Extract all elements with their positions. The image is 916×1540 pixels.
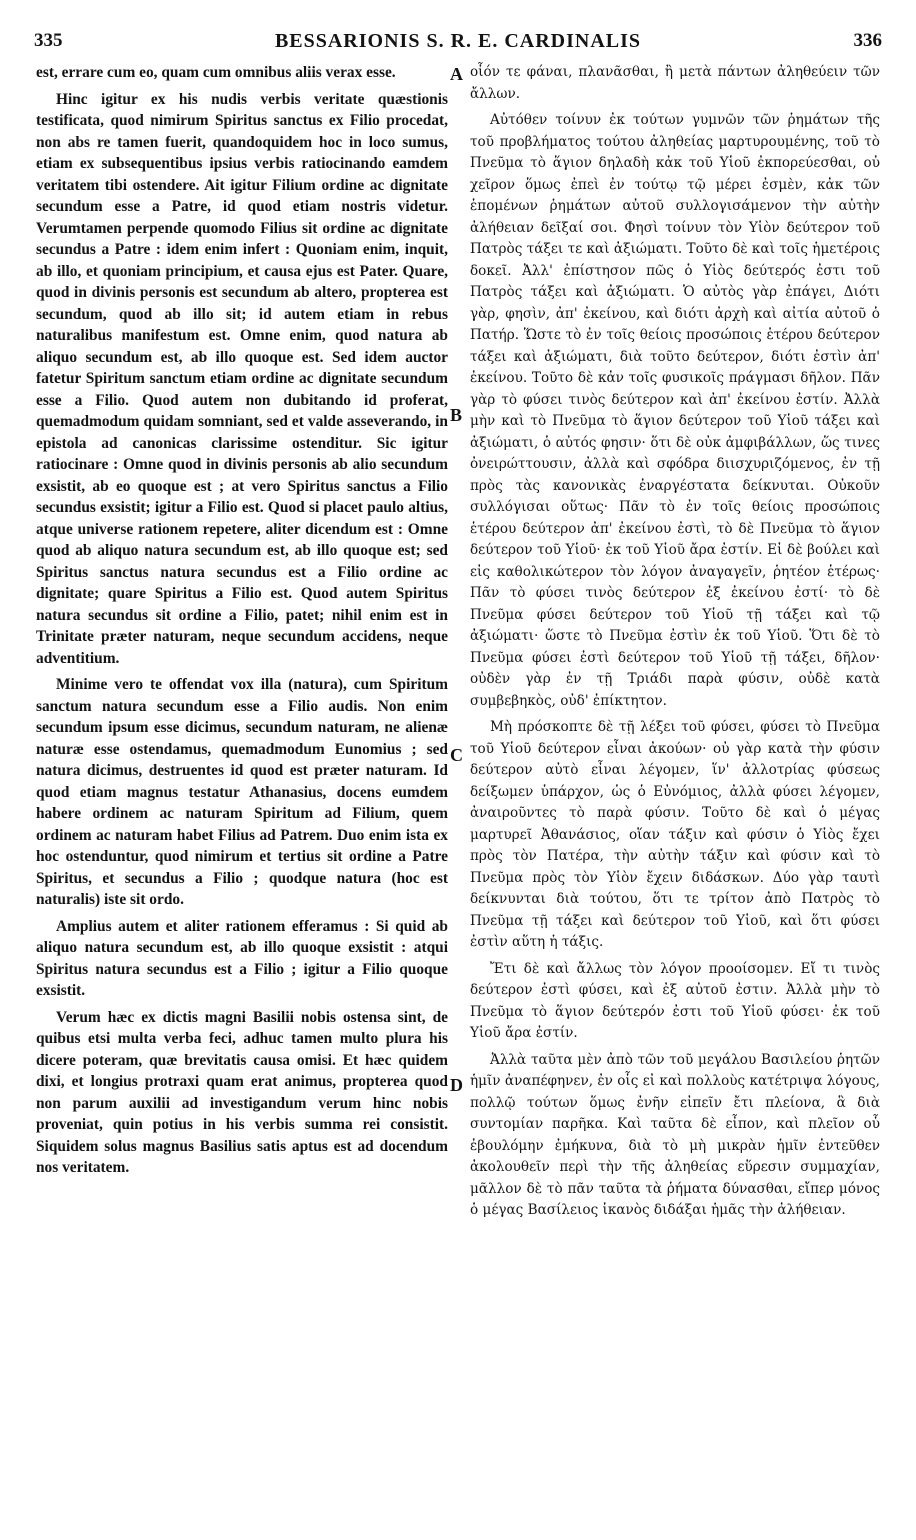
section-marker-c: C	[450, 745, 463, 765]
greek-paragraph-5: Ἀλλὰ ταῦτα μὲν ἀπὸ τῶν τοῦ μεγάλου Βασιλείου ῥητῶν ἡμῖν ἀναπέφηνεν, ἐν οἷς εἰ καὶ πολλοὺς κατέτριψα λόγους, πολλῷ τούτων ὅμως ἐνῆν εἰπεῖν ἔτι πλείονα, ἃ διὰ συντομίαν παρῆκα. Καὶ ταῦτα δὲ εἶπον, καὶ πλεῖον οὗ ἐβουλόμην ἐμήκυνα, διὰ τὸ μὴ μικρὰν ἡμῖν ἐντεῦθεν ἀκολουθεῖν περὶ τὴν τῆς ἀληθείας εὕρεσιν συμμαχίαν, μᾶλλον δὲ τὸ πᾶν ταῦτα τὰ ῥήματα δύνασθαι, εἴπερ μόνος ὁ μέγας Βασίλειος ἱκανὸς διδάξαι ἡμᾶς τὴν ἀλήθειαν.	[470, 1051, 880, 1218]
right-page-number: 336	[853, 30, 882, 51]
section-marker-d: D	[450, 1075, 463, 1095]
greek-paragraph-4: Ἔτι δὲ καὶ ἄλλως τὸν λόγον προοίσομεν. Εἴ τι τινὸς δεύτερον ἐστὶ φύσει, καὶ ἐξ αὐτοῦ ἐστιν. Ἀλλὰ μὴν τὸ Πνεῦμα τὸ ἅγιον δεύτερόν ἐστι τοῦ Υἱοῦ φύσει· ἐκ τοῦ Υἱοῦ ἄρα ἐστίν.	[470, 960, 880, 1041]
section-marker-a: A	[450, 64, 463, 84]
running-title: BESSARIONIS S. R. E. CARDINALIS	[274, 30, 642, 52]
greek-paragraph-2: Αὐτόθεν τοίνυν ἐκ τούτων γυμνῶν τῶν ῥημάτων τῆς τοῦ προβλήματος τούτου ἀληθείας μαρτυρουμένης, τοῦ τὸ Πνεῦμα τὸ ἅγιον δηλαδὴ κἀκ τοῦ Υἱοῦ ἐκπορεύεσθαι, οὐ χεῖρον ὅμως ἐπεὶ ἐν τούτῳ τῷ μέρει ἐσμὲν, κἀκ τῶν ἑπομένων ῥημάτων αὐτοῦ συλλογισάμενον τὴν αὐτὴν ἀλήθειαν δεῖξαί σοι. Φησὶ τοίνυν τὸν Υἱὸν δεύτερον τοῦ Πατρὸς τάξει τε καὶ ἀξιώματι. Τοῦτο δὲ καὶ τοῖς ἡμετέροις δοκεῖ. Ἀλλ' ἐπίστησον πῶς ὁ Υἱὸς δεύτερός ἐστι τοῦ Πατρὸς τάξει καὶ ἀξιώματι. Ὁ αὐτὸς γὰρ ἐπάγει, Διότι γὰρ, φησὶν, ἀπ' ἐκείνου, καὶ διότι ἀρχὴ καὶ αἰτία αὐτοῦ ὁ Πατήρ. Ὥστε τὸ ἐν τοῖς θείοις προσώποις ἑτέρου δεύτερον τάξει καὶ ἀξιώματι, διὰ τοῦτο δεύτερον, διότι ἐστὶν ἀπ' ἐκείνου. Τοῦτο δὲ κἀν τοῖς φυσικοῖς πράγμασι δῆλον. Πᾶν γὰρ τὸ φύσει τινὸς δεύτερον καὶ ἀπ' ἐκείνου ἐστίν. Ἀλλὰ μὴν καὶ τὸ Πνεῦμα τὸ ἅγιον δεύτερον τοῦ Υἱοῦ τάξει καὶ ἀξιώματι, ὁ αὐτός φησιν· ὅτι δὲ οὐκ ἀμφιβάλλων, ὥς τινες ὀνειρώττουσιν, ἀλλὰ καὶ σφόδρα διισχυριζόμενος, ἐν τῇ πρὸς τὰς κανονικὰς ἐναργέστατα δείκνυται. Οὐκοῦν συλλόγισαι οὕτως· Πᾶν τὸ ἐν τοῖς θείοις προσώποις ἑτέρου δεύτερον ἀπ' ἐκείνου ἐστὶ, τὸ δὲ Πνεῦμα τὸ ἅγιον δεύτερον τοῦ Υἱοῦ· ἐκ τοῦ Υἱοῦ ἄρα ἐστίν. Εἰ δὲ βούλει καὶ εἰς καθολικώτερον τὸν λόγον ἀναγαγεῖν, ῥητέον ἑτέρως· Πᾶν τὸ φύσει τινὸς δεύτερον ἐξ ἐκείνου ἐστί· τὸ δὲ Πνεῦμα φύσει δεύτερον τοῦ Υἱοῦ τῇ τάξει καὶ τῷ ἀξιώματι· ὥστε τὸ Πνεῦμα ἐστὶν ἐκ τοῦ Υἱοῦ. Ὅτι δὲ τὸ Πνεῦμα φύσει ἐστὶ δεύτερον τοῦ Υἱοῦ τῇ τάξει, δῆλον· οὐδὲν γὰρ ἐν τῇ Τριάδι παρὰ φύσιν, οὐδὲ κατὰ συμβεβηκὸς, οὐδ' ἐπίκτητον.	[470, 112, 880, 709]
greek-paragraph-1: οἷόν τε φάναι, πλανᾶσθαι, ἢ μετὰ πάντων ἀληθεύειν τῶν ἄλλων.	[470, 64, 880, 102]
latin-paragraph-3: Minime vero te offendat vox illa (natura), cum Spiritum sanctum natura secundum esse a Filio audis. Non enim secundum ipsum esse dicimus, secundum naturam, ne alienæ naturæ esse ostendamus, quemadmodum Eunomius ; sed natura dicimus, destruentes id quod est præter naturam. Id quod etiam magnus testatur Athanasius, docens eumdem habere ordinem ac naturam Spiritum ad Filium, quem ordinem ac naturam habet Filius ad Patrem. Duo enim ista ex hoc ostenduntur, quod nimirum et tertius sit ordine a Patre Spiritus, et secundus a Filio ; quodque natura (hoc est naturalis) iste sit ordo.	[36, 676, 448, 908]
greek-paragraph-3: Μὴ πρόσκοπτε δὲ τῇ λέξει τοῦ φύσει, φύσει τὸ Πνεῦμα τοῦ Υἱοῦ δεύτερον εἶναι ἀκούων· οὐ γὰρ κατὰ τὴν φύσιν δεύτερον αὐτὸ εἶναι λέγομεν, ἵν' ἀλλοτρίας φύσεως δείξωμεν ὑπάρχον, ὡς ὁ Εὐνόμιος, ἀλλὰ φύσει λέγομεν, ἀναιροῦντες τὸ παρὰ φύσιν. Τοῦτο δὲ καὶ ὁ μέγας μαρτυρεῖ Ἀθανάσιος, οἵαν τάξιν καὶ φύσιν ὁ Υἱὸς ἔχει πρὸς τὸν Πατέρα, τὴν αὐτὴν τάξιν καὶ φύσιν καὶ τὸ Πνεῦμα πρὸς τὸν Υἱὸν ἔχειν διδάσκων. Δύο γὰρ ταυτὶ δείκνυνται διὰ τούτου, ὅτι τε τρίτον ἀπὸ Πατρὸς τὸ Πνεῦμα τῇ τάξει καὶ δεύτερον τοῦ Υἱοῦ, καὶ ὅτι φύσει ἐστὶν αὕτη ἡ τάξις.	[470, 719, 880, 950]
section-marker-b: B	[450, 405, 463, 425]
latin-paragraph-4: Amplius autem et aliter rationem efferamus : Si quid ab aliquo natura secundum est, ab illo quoque exsistit : atqui Spiritus natura secundus est a Filio ; igitur a Filio quoque exsistit.	[36, 917, 448, 999]
latin-paragraph-2: Hinc igitur ex his nudis verbis veritate quæstionis testificata, quod nimirum Spiritus sanctus ex Filio procedat, non abs re tamen fuerit, quandoquidem hoc in loco sumus, etiam ex subsequentibus ipsius verbis ratiocinando eamdem veritatem tibi ostendere. Ait igitur Filium ordine ac dignitate secundum esse a Patre, id quod etiam nostris videtur. Verumtamen perpende quomodo Filius sit ordine ac dignitate secundus a Patre : idem enim infert : Quoniam enim, inquit, ab illo, et quoniam principium, et causa ejus est Pater. Quare, quod in divinis personis est secundum ab altero, propterea est secundum, quod ab illo sit; id autem etiam in rebus naturalibus manifestum est. Omne enim, quod natura ab aliquo secundum est, ab illo quoque est. Sed idem auctor fatetur Spiritum sanctum etiam ordine ac dignitate secundum esse a Filio. Quod autem non dubitando id proferat, quemadmodum quidam somniant, sed et valde asseverando, in epistola ad canonicas clarissime ostenditur. Sic igitur ratiocinare : Omne quod in divinis personis ab alio secundum exsistit, ab eo quoque est ; at vero Spiritus sanctus a Filio secundus exsistit; igitur a Filio est. Quod si placet paulo altius, atque universe rationem repetere, aliter dicendum est : Omne quod ab aliquo natura secundum est, ab illo quoque est; sed Spiritus sanctus natura secundus est a Filio ordine ac dignitate; quare Spiritus a Filio est. Quod autem Spiritus natura secundus sit ordine a Filio, patet; nihil enim est in Trinitate præter naturam, neque secundum accidens, neque adventitium.	[36, 90, 448, 667]
latin-paragraph-5: Verum hæc ex dictis magni Basilii nobis ostensa sint, de quibus etsi multa verba feci, adhuc tamen multo plura his dicere poteram, quæ brevitatis causa omisi. Et hæc quidem dixi, et longius protraxi quam erat animus, propterea quod non parum auxilii ad investigandum verum hinc nobis proveniat, quin potius in his verbis summa rei consistit. Siquidem solus magnus Basilius satis aptus est ad docendum nos veritatem.	[36, 1008, 448, 1176]
latin-paragraph-1: est, errare cum eo, quam cum omnibus aliis verax esse.	[36, 64, 396, 81]
greek-column	[470, 62, 880, 1227]
latin-column	[36, 62, 448, 1184]
page-header	[34, 30, 882, 60]
left-page-number: 335	[34, 30, 63, 51]
